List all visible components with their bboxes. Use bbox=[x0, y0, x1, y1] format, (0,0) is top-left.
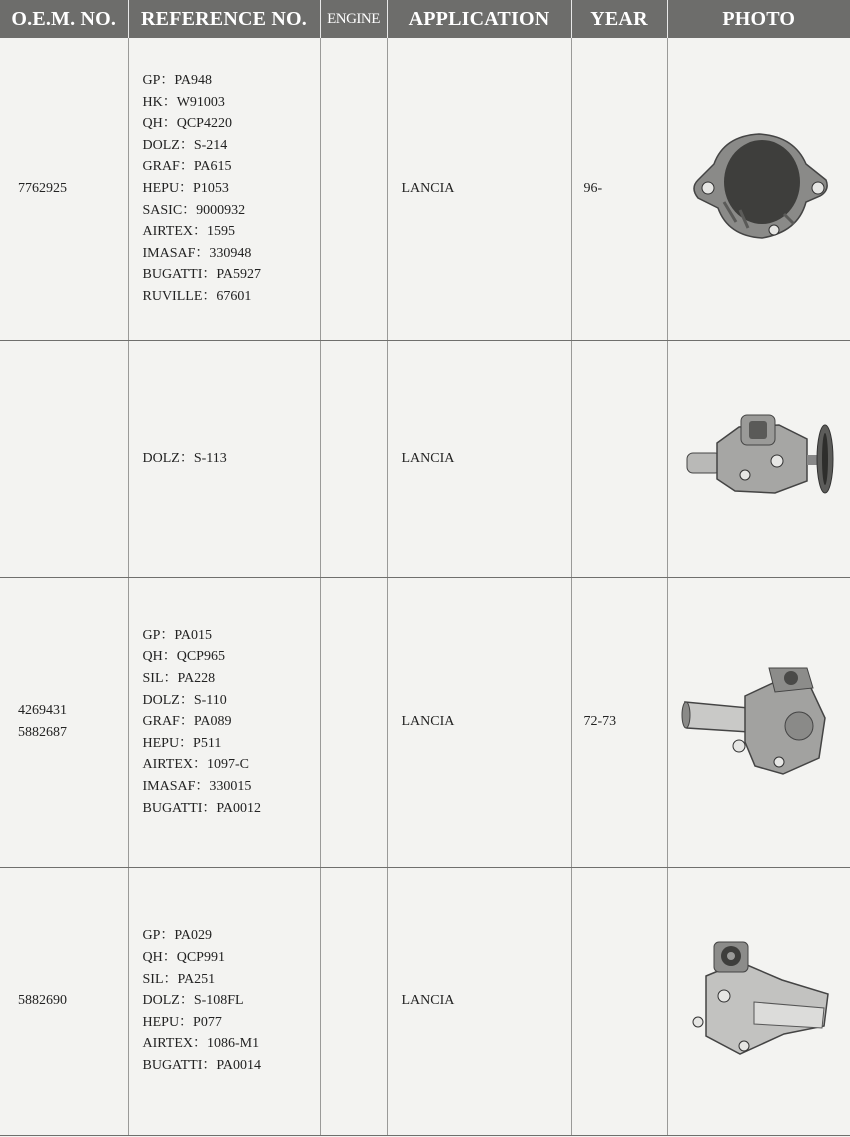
reference-line: DOLZ：S-214 bbox=[142, 137, 228, 153]
col-header-year: YEAR bbox=[571, 0, 667, 38]
year-cell: 72-73 bbox=[571, 577, 667, 867]
table-row bbox=[0, 577, 850, 867]
oem-number: 5882690 bbox=[18, 993, 67, 1008]
reference-line: AIRTEX：1595 bbox=[142, 224, 235, 240]
reference-line: BUGATTI：PA5927 bbox=[142, 267, 261, 283]
col-header-photo: PHOTO bbox=[667, 0, 850, 38]
reference-cell bbox=[128, 867, 320, 1135]
col-header-oem: O.E.M. NO. bbox=[0, 0, 128, 38]
reference-line: GP：PA029 bbox=[142, 928, 213, 944]
application-cell: LANCIA bbox=[387, 340, 571, 577]
oem-number: 5882687 bbox=[18, 725, 67, 740]
water-pump-pulley-photo bbox=[679, 409, 839, 509]
reference-line: GRAF：PA089 bbox=[142, 714, 232, 730]
table-row bbox=[0, 867, 850, 1135]
engine-cell bbox=[320, 577, 387, 867]
col-header-engine: ENGINE bbox=[320, 0, 387, 38]
oem-cell bbox=[0, 38, 128, 340]
reference-cell bbox=[128, 38, 320, 340]
table-row bbox=[0, 340, 850, 577]
oem-number: 4269431 bbox=[18, 703, 67, 718]
reference-line: QH：QCP4220 bbox=[142, 116, 232, 132]
reference-line: SASIC：9000932 bbox=[142, 202, 246, 218]
water-pump-pipe-photo bbox=[679, 662, 839, 782]
water-pump-flat-photo bbox=[684, 124, 834, 254]
application-cell: LANCIA bbox=[387, 577, 571, 867]
table-row bbox=[0, 38, 850, 340]
col-header-reference: REFERENCE NO. bbox=[128, 0, 320, 38]
photo-cell bbox=[667, 577, 850, 867]
reference-line: SIL：PA228 bbox=[142, 671, 216, 687]
reference-line: IMASAF：330015 bbox=[142, 778, 252, 794]
reference-line: DOLZ：S-108FL bbox=[142, 993, 244, 1009]
application-cell: LANCIA bbox=[387, 38, 571, 340]
engine-cell bbox=[320, 38, 387, 340]
reference-line: AIRTEX：1086-M1 bbox=[142, 1036, 260, 1052]
reference-cell bbox=[128, 577, 320, 867]
year-cell bbox=[571, 340, 667, 577]
col-header-application: APPLICATION bbox=[387, 0, 571, 38]
reference-line: HEPU：P1053 bbox=[142, 180, 229, 196]
reference-line: QH：QCP991 bbox=[142, 950, 225, 966]
oem-number: 7762925 bbox=[18, 180, 67, 196]
reference-line: IMASAF：330948 bbox=[142, 245, 252, 261]
reference-line: HK：W91003 bbox=[142, 94, 225, 110]
engine-cell bbox=[320, 340, 387, 577]
reference-line: RUVILLE：67601 bbox=[142, 288, 252, 304]
water-pump-housing-photo bbox=[684, 936, 834, 1066]
reference-line: GP：PA948 bbox=[142, 72, 213, 88]
reference-line: GP：PA015 bbox=[142, 627, 213, 643]
engine-cell bbox=[320, 867, 387, 1135]
photo-cell bbox=[667, 38, 850, 340]
reference-line: HEPU：P077 bbox=[142, 1014, 222, 1030]
year-cell bbox=[571, 867, 667, 1135]
reference-line: BUGATTI：PA0014 bbox=[142, 1057, 261, 1073]
oem-cell bbox=[0, 867, 128, 1135]
year-cell: 96- bbox=[571, 38, 667, 340]
reference-line: DOLZ：S-113 bbox=[142, 450, 227, 466]
oem-cell bbox=[0, 577, 128, 867]
reference-line: BUGATTI：PA0012 bbox=[142, 800, 261, 816]
reference-line: HEPU：P511 bbox=[142, 735, 222, 751]
reference-line: AIRTEX：1097-C bbox=[142, 757, 249, 773]
reference-line: SIL：PA251 bbox=[142, 971, 216, 987]
photo-cell bbox=[667, 867, 850, 1135]
oem-cell bbox=[0, 340, 128, 577]
header-row bbox=[0, 0, 850, 38]
reference-line: QH：QCP965 bbox=[142, 649, 225, 665]
reference-line: DOLZ：S-110 bbox=[142, 692, 227, 708]
reference-cell bbox=[128, 340, 320, 577]
photo-cell bbox=[667, 340, 850, 577]
reference-line: GRAF：PA615 bbox=[142, 159, 232, 175]
application-cell: LANCIA bbox=[387, 867, 571, 1135]
